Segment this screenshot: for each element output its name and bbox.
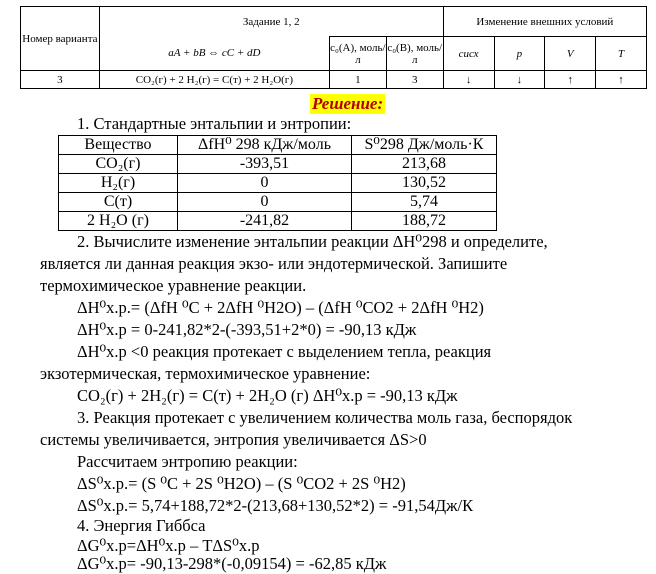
cisx-header: cисх xyxy=(443,37,494,71)
enthalpy-cell: -241,82 xyxy=(178,212,352,231)
table-row xyxy=(59,193,497,212)
enthalpy-calc: ΔH⁰х.р = 0-241,82*2-(-393,51+2*0) = -90,13 кДж xyxy=(77,320,417,339)
substance-cell: C(т) xyxy=(59,193,178,212)
c0a-value: 1 xyxy=(329,71,386,89)
entropy-cell: 213,68 xyxy=(352,155,497,174)
exothermic-text: экзотермическая, термохимическое уравнение: xyxy=(40,364,371,383)
thermochemical-equation: CO₂(г) + 2H₂(г) = C(т) + 2H₂O (г) ΔH⁰х.р = -90,13 кДж xyxy=(77,386,458,405)
t-header: T xyxy=(596,37,647,71)
enthalpy-cell: 0 xyxy=(178,193,352,212)
variant-header: Номер варианта xyxy=(21,7,100,71)
item3-line1: 3. Реакция протекает с увеличением количества моль газа, беспорядок xyxy=(77,408,573,427)
c0b-header: c₀(B), моль/л xyxy=(386,37,443,71)
variant-value: 3 xyxy=(21,71,100,89)
task-table xyxy=(20,6,647,89)
t-arrow: ↑ xyxy=(596,71,647,89)
item3-line3: Рассчитаем энтропию реакции: xyxy=(77,452,298,471)
substance-cell: CO₂(г) xyxy=(59,155,178,174)
cisx-arrow: ↓ xyxy=(443,71,494,89)
task-header: Задание 1, 2 xyxy=(99,7,443,37)
gibbs-formula: ΔG⁰х.р=ΔH⁰х.р – TΔS⁰х.р xyxy=(77,536,260,555)
solution-title: Решение: xyxy=(312,94,384,113)
c0a-header: c₀(A), моль/л xyxy=(329,37,386,71)
entropy-cell: 130,52 xyxy=(352,174,497,193)
substance-cell: H₂(г) xyxy=(59,174,178,193)
enthalpy-cell: -393,51 xyxy=(178,155,352,174)
enthalpy-formula: ΔH⁰х.р.= (ΔfH ⁰C + 2ΔfH ⁰H2O) – (ΔfH ⁰CO2 + 2ΔfH ⁰H2) xyxy=(77,298,484,317)
substance-cell: 2 H₂O (г) xyxy=(59,212,178,231)
table-row xyxy=(59,212,497,231)
enthalpy-sign: ΔH⁰х.р <0 реакция протекает с выделением тепла, реакция xyxy=(77,342,492,361)
change-header: Изменение внешних условий xyxy=(443,7,646,37)
p-arrow: ↓ xyxy=(494,71,545,89)
item2-line1: 2. Вычислите изменение энтальпии реакции ΔH⁰298 и определите, xyxy=(77,232,548,251)
item2-line3: термохимическое уравнение реакции. xyxy=(40,276,307,295)
entropy-calc: ΔS⁰х.р.= 5,74+188,72*2-(213,68+130,52*2) = -91,54Дж/К xyxy=(77,496,474,515)
item1-text: 1. Стандартные энтальпии и энтропии: xyxy=(77,114,352,133)
table-row xyxy=(59,155,497,174)
reaction-equation: CO₂(г) + 2 H₂(г) = C(т) + 2 H₂O(г) xyxy=(99,71,329,89)
enthalpy-entropy-table xyxy=(58,135,497,231)
ent-header-substance: Вещество xyxy=(59,136,178,155)
item4-text: 4. Энергия Гиббса xyxy=(77,516,206,535)
ent-header-enthalpy: ΔfH⁰ 298 кДж/моль xyxy=(178,136,352,155)
gibbs-calc: ΔG⁰х.р= -90,13-298*(-0,09154) = -62,85 кДж xyxy=(77,554,387,573)
c0b-value: 3 xyxy=(386,71,443,89)
table-row xyxy=(59,174,497,193)
entropy-formula: ΔS⁰х.р.= (S ⁰C + 2S ⁰H2O) – (S ⁰CO2 + 2S ⁰H2) xyxy=(77,474,406,493)
item2-line2: является ли данная реакция экзо- или эндотермической. Запишите xyxy=(40,254,508,273)
ent-header-entropy: S⁰298 Дж/моль·К xyxy=(352,136,497,155)
general-equation: aA + bB ⇔ cC + dD xyxy=(99,37,329,71)
p-header: p xyxy=(494,37,545,71)
v-header: V xyxy=(545,37,596,71)
enthalpy-cell: 0 xyxy=(178,174,352,193)
v-arrow: ↑ xyxy=(545,71,596,89)
entropy-cell: 188,72 xyxy=(352,212,497,231)
item3-line2: системы увеличивается, энтропия увеличивается ΔS>0 xyxy=(40,430,427,449)
entropy-cell: 5,74 xyxy=(352,193,497,212)
